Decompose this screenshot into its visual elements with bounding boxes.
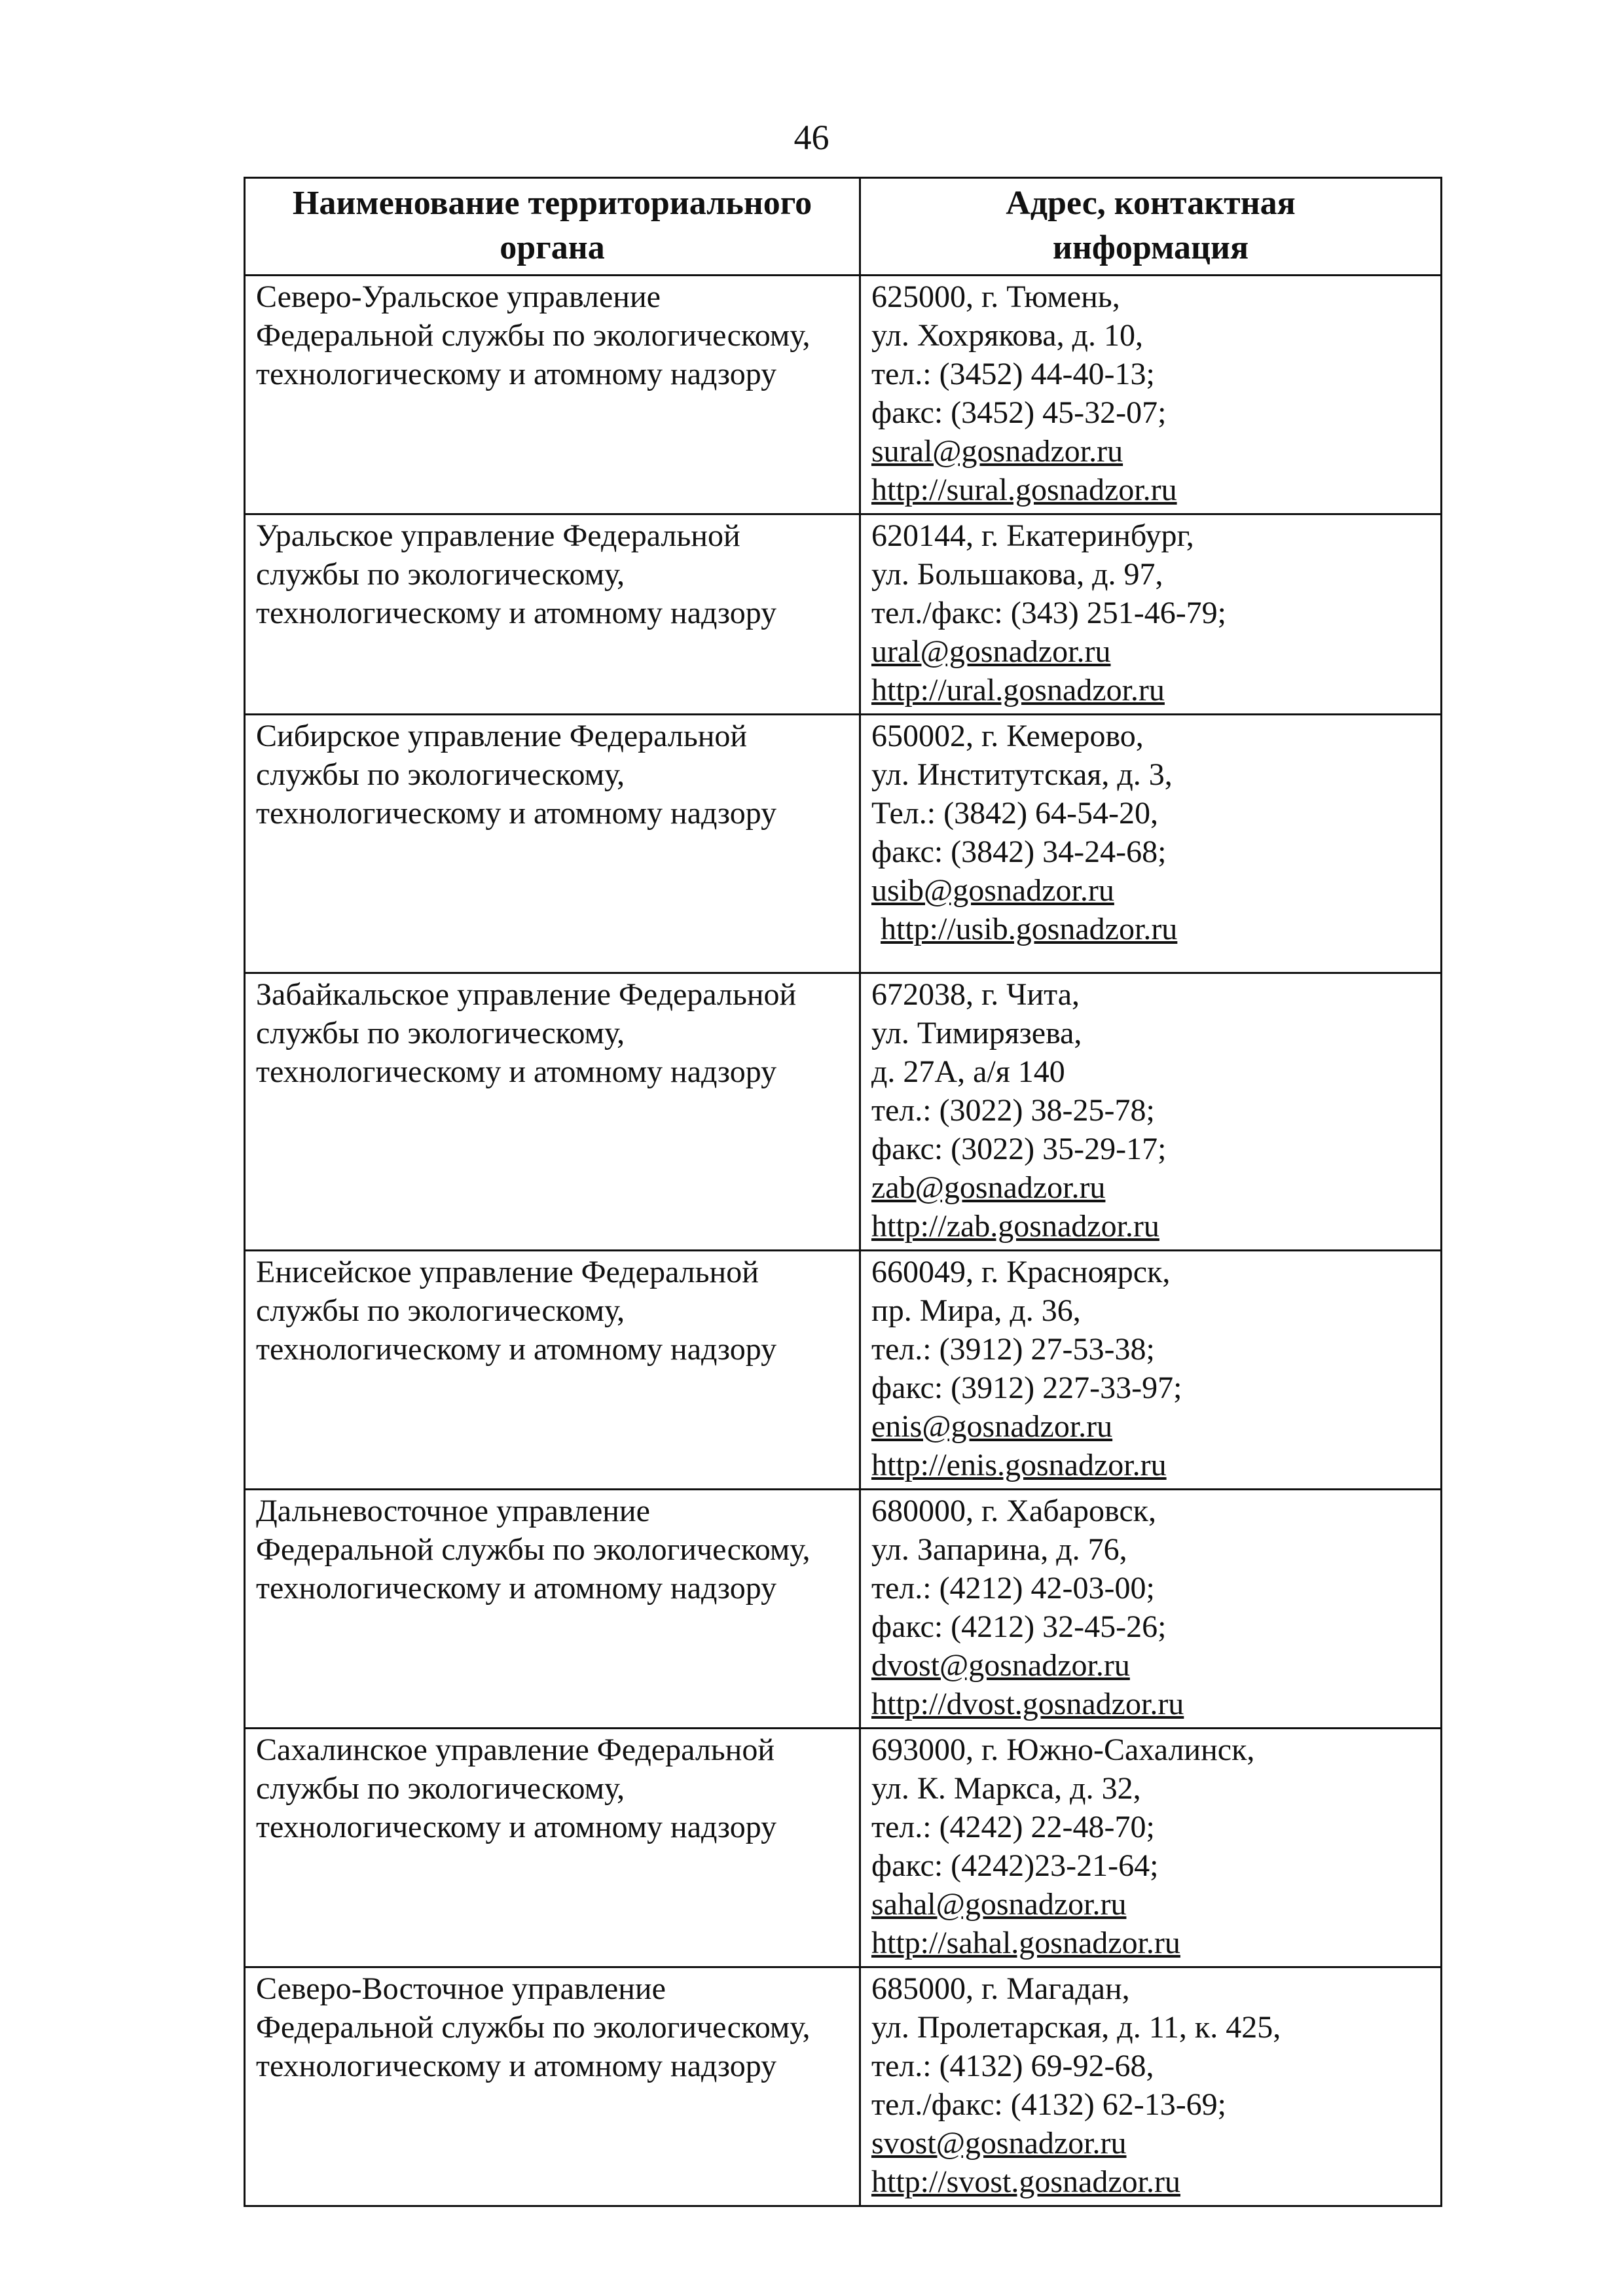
body-name-line: Северо-Уральское управление	[256, 279, 661, 314]
body-name-line: Федеральной службы по экологическому,	[256, 1532, 811, 1567]
website-link[interactable]: http://ural.gosnadzor.ru	[871, 673, 1165, 708]
contact-cell	[860, 1490, 1442, 1729]
contact-line: ул. Запарина, д. 76,	[871, 1532, 1127, 1567]
contact-cell	[860, 1967, 1442, 2206]
email-link[interactable]: dvost@gosnadzor.ru	[871, 1648, 1130, 1683]
body-name-line: технологическому и атомному надзору	[256, 1571, 777, 1605]
contact-line: 650002, г. Кемерово,	[871, 719, 1144, 753]
contact-line: факс: (4242)23-21-64;	[871, 1848, 1159, 1883]
body-name-cell	[245, 715, 860, 973]
body-name-cell	[245, 973, 860, 1251]
website-link[interactable]: http://enis.gosnadzor.ru	[871, 1448, 1167, 1482]
body-name-line: Федеральной службы по экологическому,	[256, 318, 811, 353]
email-link[interactable]: enis@gosnadzor.ru	[871, 1409, 1113, 1444]
body-name-line: службы по экологическому,	[256, 1016, 625, 1050]
body-name-line: Енисейское управление Федеральной	[256, 1255, 759, 1289]
table-header-row	[245, 178, 1442, 276]
contact-cell	[860, 715, 1442, 973]
table-row	[245, 276, 1442, 514]
body-name-line: Сахалинское управление Федеральной	[256, 1732, 775, 1767]
header-name-line: органа	[500, 229, 605, 266]
contact-line: факс: (3842) 34-24-68;	[871, 834, 1167, 869]
table-row	[245, 715, 1442, 973]
website-link[interactable]: http://zab.gosnadzor.ru	[871, 1209, 1159, 1244]
contact-cell	[860, 973, 1442, 1251]
contact-cell	[860, 1729, 1442, 1967]
contact-line: факс: (3022) 35-29-17;	[871, 1132, 1167, 1166]
table-row	[245, 1490, 1442, 1729]
email-link[interactable]: zab@gosnadzor.ru	[871, 1170, 1106, 1205]
contact-line: тел./факс: (4132) 62-13-69;	[871, 2087, 1227, 2122]
body-name-line: Уральское управление Федеральной	[256, 518, 740, 553]
body-name-line: службы по экологическому,	[256, 1293, 625, 1328]
body-name-line: технологическому и атомному надзору	[256, 2049, 777, 2083]
website-link[interactable]: http://sural.gosnadzor.ru	[871, 473, 1177, 507]
contact-line: тел.: (4132) 69-92-68,	[871, 2049, 1154, 2083]
body-name-line: Федеральной службы по экологическому,	[256, 2010, 811, 2045]
table-row	[245, 1251, 1442, 1490]
table-row	[245, 514, 1442, 715]
email-link[interactable]: sahal@gosnadzor.ru	[871, 1887, 1127, 1922]
contact-line: 680000, г. Хабаровск,	[871, 1494, 1156, 1528]
header-name	[245, 178, 860, 276]
contact-line: 693000, г. Южно-Сахалинск,	[871, 1732, 1255, 1767]
body-name-line: Сибирское управление Федеральной	[256, 719, 748, 753]
contact-line: 672038, г. Чита,	[871, 977, 1080, 1012]
website-link[interactable]: http://svost.gosnadzor.ru	[871, 2164, 1180, 2199]
contact-line: факс: (4212) 32-45-26;	[871, 1609, 1167, 1644]
contact-line: ул. Большакова, д. 97,	[871, 557, 1163, 592]
contact-cell	[860, 514, 1442, 715]
contact-line: д. 27А, а/я 140	[871, 1054, 1065, 1089]
website-link[interactable]: http://usib.gosnadzor.ru	[881, 912, 1178, 946]
website-link[interactable]: http://sahal.gosnadzor.ru	[871, 1926, 1180, 1960]
body-name-line: технологическому и атомному надзору	[256, 596, 777, 630]
contact-line: тел./факс: (343) 251-46-79;	[871, 596, 1227, 630]
contact-line: 660049, г. Красноярск,	[871, 1255, 1171, 1289]
page-number: 46	[793, 118, 830, 157]
body-name-line: службы по экологическому,	[256, 557, 625, 592]
body-name-line: технологическому и атомному надзору	[256, 1810, 777, 1844]
contact-line: Тел.: (3842) 64-54-20,	[871, 796, 1159, 831]
body-name-line: Забайкальское управление Федеральной	[256, 977, 797, 1012]
header-name-line: Наименование территориального	[292, 185, 812, 222]
email-link[interactable]: usib@gosnadzor.ru	[871, 873, 1114, 908]
contact-cell	[860, 1251, 1442, 1490]
table-row	[245, 1967, 1442, 2206]
body-name-cell	[245, 1729, 860, 1967]
table-row	[245, 1729, 1442, 1967]
body-name-line: службы по экологическому,	[256, 1771, 625, 1806]
body-name-cell	[245, 1967, 860, 2206]
contact-line: тел.: (4242) 22-48-70;	[871, 1810, 1155, 1844]
body-name-cell	[245, 276, 860, 514]
contact-line: ул. Хохрякова, д. 10,	[871, 318, 1144, 353]
contact-line: ул. Тимирязева,	[871, 1016, 1082, 1050]
contact-cell	[860, 276, 1442, 514]
body-name-line: технологическому и атомному надзору	[256, 1332, 777, 1367]
contact-line: факс: (3912) 227-33-97;	[871, 1371, 1182, 1405]
territorial-bodies-table	[244, 177, 1442, 2207]
body-name-line: Северо-Восточное управление	[256, 1971, 666, 2006]
contact-line: тел.: (3022) 38-25-78;	[871, 1093, 1155, 1128]
contact-line: тел.: (3912) 27-53-38;	[871, 1332, 1155, 1367]
website-link[interactable]: http://dvost.gosnadzor.ru	[871, 1687, 1184, 1721]
body-name-cell	[245, 1251, 860, 1490]
body-name-line: технологическому и атомному надзору	[256, 796, 777, 831]
body-name-cell	[245, 514, 860, 715]
header-contact-line: Адрес, контактная	[1006, 185, 1296, 222]
table-row	[245, 973, 1442, 1251]
body-name-line: технологическому и атомному надзору	[256, 1054, 777, 1089]
header-contact	[860, 178, 1442, 276]
header-contact-line: информация	[1052, 229, 1249, 266]
contact-line: ул. К. Маркса, д. 32,	[871, 1771, 1141, 1806]
contact-line: 620144, г. Екатеринбург,	[871, 518, 1194, 553]
contact-line: ул. Пролетарская, д. 11, к. 425,	[871, 2010, 1281, 2045]
contact-line: ул. Институтская, д. 3,	[871, 757, 1173, 792]
contact-line: факс: (3452) 45-32-07;	[871, 395, 1167, 430]
body-name-line: технологическому и атомному надзору	[256, 357, 777, 391]
email-link[interactable]: svost@gosnadzor.ru	[871, 2126, 1127, 2161]
email-link[interactable]: sural@gosnadzor.ru	[871, 434, 1123, 469]
contact-line: тел.: (4212) 42-03-00;	[871, 1571, 1155, 1605]
contact-line: тел.: (3452) 44-40-13;	[871, 357, 1155, 391]
body-name-cell	[245, 1490, 860, 1729]
contact-line: 685000, г. Магадан,	[871, 1971, 1130, 2006]
contact-line: пр. Мира, д. 36,	[871, 1293, 1081, 1328]
email-link[interactable]: ural@gosnadzor.ru	[871, 634, 1111, 669]
body-name-line: Дальневосточное управление	[256, 1494, 650, 1528]
contact-line: 625000, г. Тюмень,	[871, 279, 1120, 314]
body-name-line: службы по экологическому,	[256, 757, 625, 792]
